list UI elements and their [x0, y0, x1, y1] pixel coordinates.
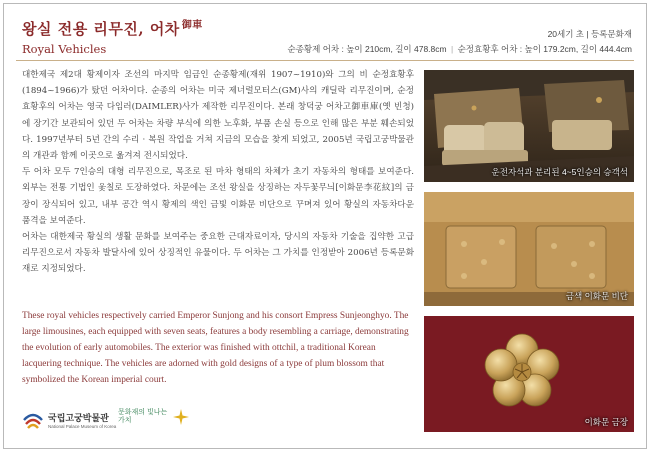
korean-description: [22, 67, 414, 278]
museum-name: 국립고궁박물관: [48, 413, 109, 423]
dimensions-empress: 순정효황후 어차 : 높이 179.2cm, 길이 444.4cm: [457, 44, 632, 54]
korean-paragraph: 두 어차 모두 7인승의 대형 리무진으로, 목조로 된 마차 형태의 차체가 초기 자동차의 형태를 보여준다. 외부는 전통 기법인 옻칠로 도장하였다. 차문에는 조선 왕실을 상징하는 자두꽃무늬[이화문李花紋]의 금장이 장식되어 있고, 내부 공간 역시 황제의 색인 금빛 이화문 비단으로 꾸며져 있어 황실의 자동차다운 품격을 보여준다.: [22, 167, 414, 226]
dimensions: 순종황제 어차 : 높이 210cm, 길이 478.8cm | 순정효황후 어차 : 높이 179.2cm, 길이 444.4cm: [287, 44, 632, 54]
english-description: These royal vehicles respectively carried Emperor Sunjong and his consort Empress Sunjeonghyo. The large limousines, each equipped with seven seats, features a body resembling a carriage, demonstrating the evolution of early automobiles. The exterior was finished with ottchil, a traditional Korean lacquering technique. The vehicles are adorned with gold designs of a type of plum blossom that symbolized the Korean imperial court.: [22, 311, 409, 385]
korean-paragraph: 대한제국 제2대 황제이자 조선의 마지막 임금인 순종황제(재위 1907~1910)와 그의 비 순정효황후(1894~1966)가 탔던 어차이다. 순종의 어차는 미국 제너럴모터스(GM)사의 캐딜락 리무진이며, 순정효황후의 어차는 영국 다임러(DAIMLER)사가 제작한 리무진이다. 본래 창덕궁 어차고御車庫(옛 빈청)에 장기간 보관되어 있던 두 어차는 차량 부식에 의한 노후화, 부품 손실 등으로 인해 많은 부분 훼손되었다. 1997년부터 5년 간의 수리 · 복원 작업을 거쳐 지금의 모습을 찾게 되었고, 2005년 국립고궁박물관의 개관과 함께 이곳으로 옮겨져 전시되었다.: [22, 70, 414, 162]
photo-passenger-seats: [424, 70, 634, 182]
page-title: 왕실 전용 리무진, 어차 $^{御車}$: [22, 20, 203, 38]
sparkle-icon: [172, 408, 190, 426]
museum-logo: [22, 410, 116, 430]
caption-gold-silk: 금색 이화문 비단: [565, 291, 628, 301]
museum-emblem-icon: [22, 410, 44, 430]
dimensions-sunjong: 순종황제 어차 : 높이 210cm, 길이 478.8cm: [287, 44, 447, 54]
museum-name-english: National Palace Museum of Korea: [48, 424, 117, 429]
campaign-text: 문화재의 빛나는 가치: [118, 409, 168, 424]
korean-paragraph: 어차는 대한제국 황실의 생활 문화를 보여주는 중요한 근대자료이자, 당시의 자동차 기술을 집약한 고급 리무진으로서 자동차 발달사에 있어 상징적인 유물이다. 두 어차는 그 가치를 인정받아 2006년 등록문화재로 지정되었다.: [22, 232, 414, 275]
title-hanja: 御車: [181, 20, 203, 31]
header-divider: [16, 60, 634, 61]
plum-blossom-emblem-image: [424, 316, 634, 432]
campaign-logo: [118, 408, 190, 426]
gold-silk-image: [424, 192, 634, 306]
period-designation: 20세기 초 | 등록문화재: [547, 29, 632, 39]
photo-gold-silk: [424, 192, 634, 306]
caption-passenger-seats: 운전자석과 분리된 4~5인승의 승객석: [491, 167, 628, 177]
caption-gold-emblem: 이화문 금장: [584, 417, 628, 427]
page-title-english: Royal Vehicles: [22, 42, 107, 56]
photo-gold-emblem: [424, 316, 634, 432]
